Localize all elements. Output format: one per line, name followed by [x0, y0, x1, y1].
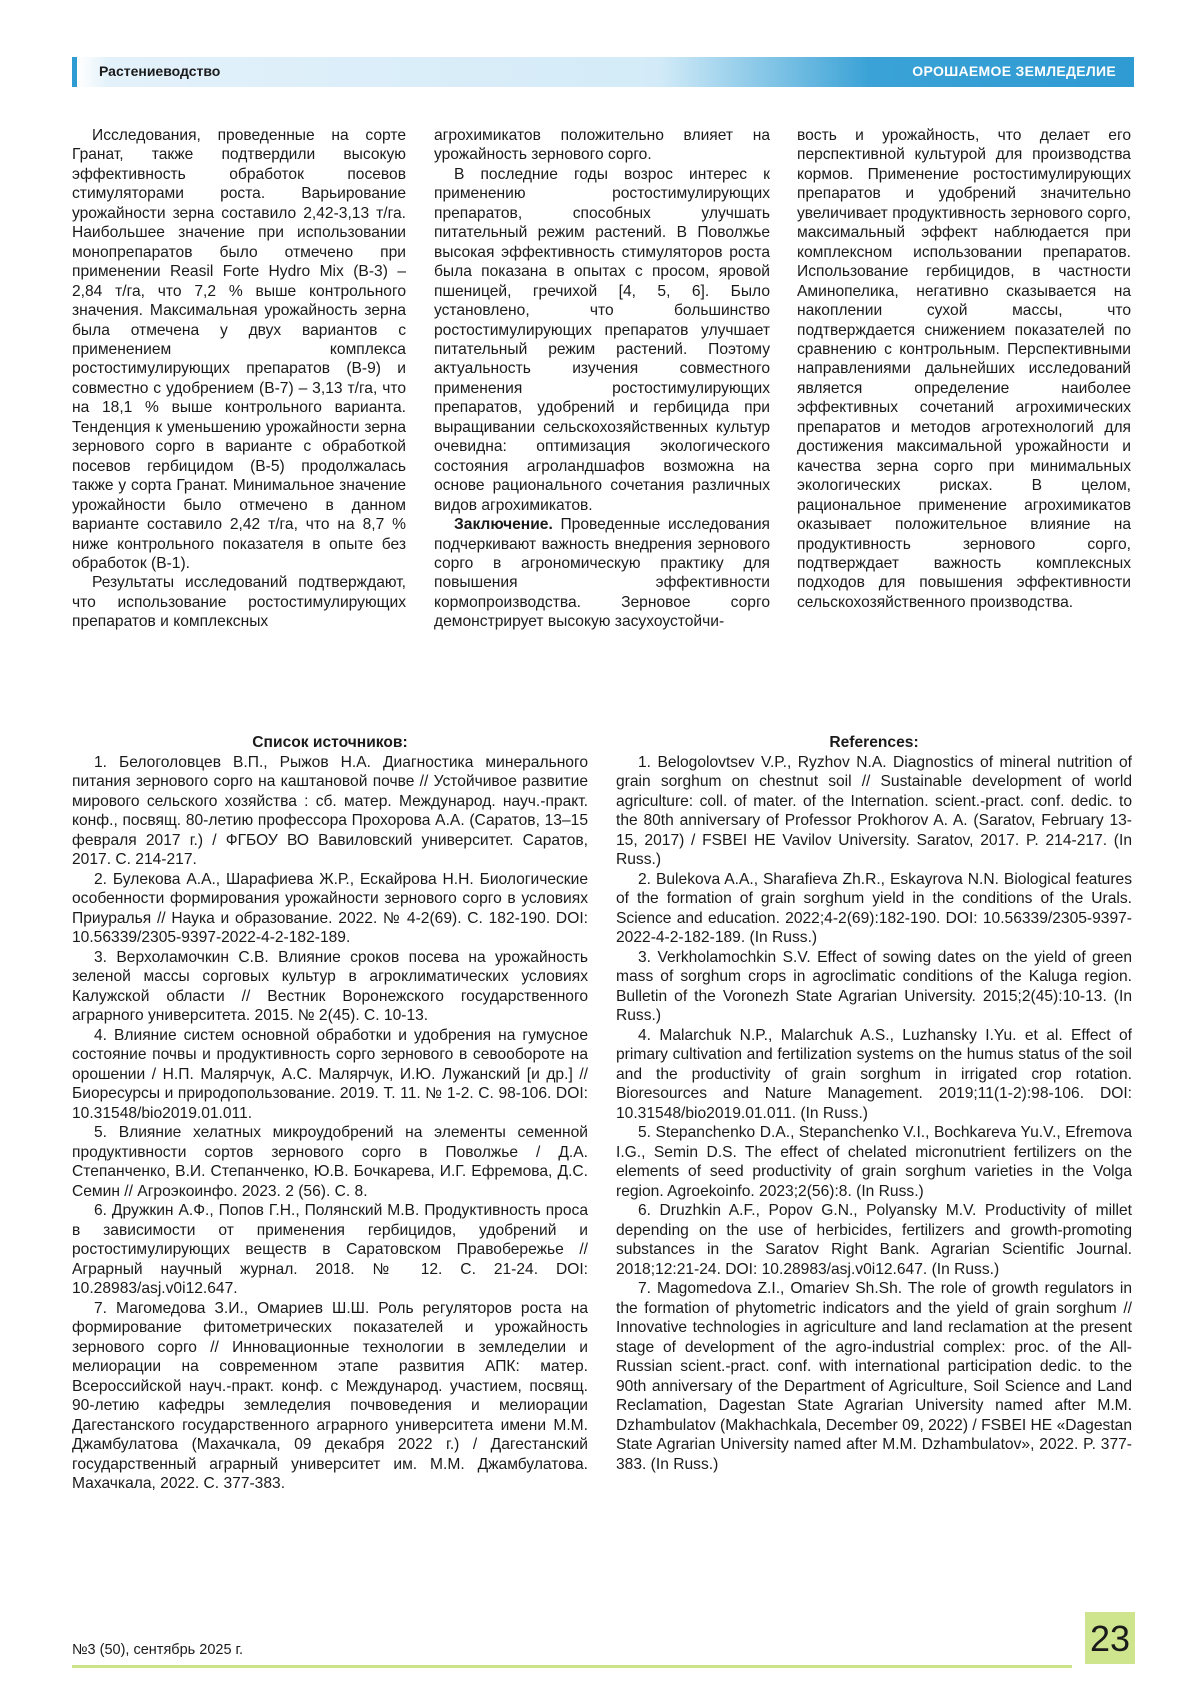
conclusion-label: Заключение.	[454, 516, 553, 534]
reference-item: 7. Магомедова З.И., Омариев Ш.Ш. Роль регуляторов роста на формирование фитометрических показателей и урожайность зернового сорго // Инновационные технологии в земледелии и мелиорации на современном этапе развития АПК: матер. Всероссийской науч.-практ. конф. с Международ. участием, посвящ. 90-летию кафедры земледелия почвоведения и мелиорации Дагестанского государственного аграрного университета имени М.М. Джамбулатова (Махачкала, 09 декабря 2022 г.) / Дагестанский государственный аграрный университет им. М.М. Джамбулатова. Махачкала, 2022. С. 377-383.	[72, 1299, 588, 1492]
page-number-box	[1085, 1612, 1135, 1664]
reference-item: 3. Verkholamochkin S.V. Effect of sowing dates on the yield of green mass of sorghum crops in agroclimatic conditions of the Kaluga region. Bulletin of the Voronezh State Agrarian University. 2015;2(45):10-13. (In Russ.)	[616, 948, 1132, 1024]
paragraph: Результаты исследований подтверждают, что использование ростостимулирующих препаратов и комплексных	[72, 574, 406, 631]
reference-item: 2. Bulekova A.A., Sharafieva Zh.R., Eskayrova N.N. Biological features of the formation of grain sorghum yield in the conditions of the Urals. Science and education. 2022;4-2(69):182-190. DOI: 10.56339/2305-9397-2022-4-2-182-189. (In Russ.)	[616, 870, 1132, 946]
references-english	[616, 733, 1132, 1474]
reference-item: 4. Влияние систем основной обработки и удобрения на гумусное состояние почвы и продуктивность сорго зернового в севообороте на орошении / Н.П. Малярчук, А.С. Малярчук, И.Ю. Лужанский [и др.] // Биоресурсы и природопользование. 2019. Т. 11. № 1-2. С. 98-106. DOI: 10.31548/bio2019.01.011.	[72, 1026, 588, 1122]
body-column-1	[72, 126, 406, 632]
reference-item: 1. Белоголовцев В.П., Рыжов Н.А. Диагностика минерального питания зернового сорго на каштановой почве // Устойчивое развитие мирового сельского хозяйства : сб. матер. Международ. науч.-практ. конф., посвящ. 80-летию профессора Прохорова А.А. (Саратов, 13–15 февраля 2017 г.) / ФГБОУ ВО Вавиловский университет. Саратов, 2017. С. 214-217.	[72, 753, 588, 868]
running-header	[72, 57, 1134, 87]
footer-rule	[72, 1665, 1072, 1668]
reference-item: 5. Stepanchenko D.A., Stepanchenko V.I., Bochkareva Yu.V., Efremova I.G., Semin D.S. The effect of chelated micronutrient fertilizers on the elements of seed productivity of grain sorghum varieties in the Volga region. Agroekoinfo. 2023;2(56):8. (In Russ.)	[616, 1124, 1132, 1200]
paragraph: агрохимикатов положительно влияет на урожайность зернового сорго.	[434, 127, 770, 164]
body-column-2	[434, 126, 770, 632]
issue-info: №3 (50), сентябрь 2025 г.	[72, 1642, 244, 1658]
reference-item: 7. Magomedova Z.I., Omariev Sh.Sh. The role of growth regulators in the formation of phytometric indicators and the yield of grain sorghum // Innovative technologies in agriculture and land reclamation at the present stage of development of the agro-industrial complex: proc. of the All-Russian scient.-pract. conf. with international participation dedic. to the 90th anniversary of the Department of Agriculture, Soil Science and Land Reclamation, Dagestan State Agrarian University named after M.M. Dzhambulatov (Makhachkala, December 09, 2022) / FSBEI HE «Dagestan State Agrarian University named after M.M. Dzhambulatov», 2022. P. 377-383. (In Russ.)	[616, 1280, 1132, 1473]
journal-title: ОРОШАЕМОЕ ЗЕМЛЕДЕЛИЕ	[912, 63, 1116, 79]
paragraph: Исследования, проведенные на сорте Гранат, также подтвердили высокую эффективность обработок посевов стимуляторами роста. Варьирование урожайности зерна составило 2,42-3,13 т/га. Наибольшее значение при использовании монопрепаратов было отмечено при применении Reasil Forte Hydro Mix (В-3) – 2,84 т/га, что 7,2 % выше контрольного значения. Максимальная урожайность зерна была отмечена у двух вариантов с применением комплекса ростостимулирующих препаратов (В-9) и совместно с удобрением (В-7) – 3,13 т/га, что на 18,1 % выше контрольного варианта. Тенденция к уменьшению урожайности зерна зернового сорго в варианте с обработкой посевов гербицидом (В-5) продолжалась также у сорта Гранат. Минимальное значение урожайности было отмечено в данном варианте составило 2,42 т/га, что на 8,7 % ниже контрольного показателя в опыте без обработок (В-1).	[72, 127, 406, 572]
references-en-title: References:	[829, 734, 919, 751]
reference-item: 5. Влияние хелатных микроудобрений на элементы семенной продуктивности сортов зернового сорго в Поволжье / Д.А. Степанченко, В.И. Степанченко, Ю.В. Бочкарева, И.Г. Ефремова, Д.С. Семин // Агроэкоинфо. 2023. 2 (56). С. 8.	[72, 1124, 588, 1200]
reference-item: 3. Верхоламочкин С.В. Влияние сроков посева на урожайность зеленой массы сорговых культур в агроклиматических условиях Калужской области // Вестник Воронежского государственного аграрного университета. 2015. № 2(45). С. 10-13.	[72, 948, 588, 1024]
reference-item: 6. Дружкин А.Ф., Попов Г.Н., Полянский М.В. Продуктивность проса в зависимости от применения гербицидов, удобрений и ростостимулирующих веществ в Саратовском Правобережье // Аграрный научный журнал. 2018. № 12. С. 21-24. DOI: 10.28983/asj.v0i12.647.	[72, 1202, 588, 1297]
references-russian	[72, 733, 588, 1494]
reference-item: 2. Булекова А.А., Шарафиева Ж.Р., Ескайрова Н.Н. Биологические особенности формирования урожайности зернового сорго в условиях Приуралья // Наука и образование. 2022. № 4-2(69). С. 182-190. DOI: 10.56339/2305-9397-2022-4-2-182-189.	[72, 870, 588, 946]
reference-item: 4. Malarchuk N.P., Malarchuk A.S., Luzhansky I.Yu. et al. Effect of primary cultivation and fertilization systems on the humus status of the soil and the productivity of grain sorghum in irrigated crop rotation. Bioresources and Nature Management. 2019;11(1-2):98-106. DOI: 10.31548/bio2019.01.011. (In Russ.)	[616, 1026, 1132, 1122]
paragraph: вость и урожайность, что делает его перспективной культурой для производства кормов. Применение ростостимулирующих препаратов и удобрений значительно увеличивает продуктивность зернового сорго, максимальный эффект наблюдается при комплексном использовании препаратов. Использование гербицидов, в частности Аминопелика, негативно сказывается на накоплении сухой массы, что подтверждается снижением показателей по сравнению с контрольным. Перспективными направлениями дальнейших исследований является определение наиболее эффективных сочетаний агрохимических препаратов и методов агротехнологий для достижения максимальной урожайности и качества зерна сорго при минимальных экологических рисках. В целом, рациональное применение агрохимикатов оказывает положительное влияние на продуктивность зернового сорго, подтверждает важность комплексных подходов для повышения эффективности сельскохозяйственного производства.	[797, 127, 1131, 611]
conclusion-text: Проведенные исследования подчеркивают важность внедрения зернового сорго в агрономическую практику для повышения эффективности кормопроизводства. Зерновое сорго демонстрирует высокую засухоустойчи-	[434, 516, 770, 631]
section-title: Растениеводство	[99, 63, 221, 79]
page-number: 23	[1089, 1618, 1131, 1659]
body-column-3	[797, 126, 1131, 612]
conclusion-paragraph	[434, 515, 770, 632]
references-ru-title: Список источников:	[252, 734, 408, 751]
paragraph: В последние годы возрос интерес к применению ростостимулирующих препаратов, способных улучшать питательный режим растений. В Поволжье высокая эффективность стимуляторов роста была показана в опытах с просом, яровой пшеницей, гречихой [4, 5, 6]. Было установлено, что большинство ростостимулирующих препаратов улучшает питательный режим растений. Поэтому актуальность изучения совместного применения ростостимулирующих препаратов, удобрений и гербицида при выращивании сельскохозяйственных культур очевидна: оптимизация экологического состояния агроландшафов возможна на основе рационального сочетания различных видов агрохимикатов.	[434, 165, 770, 514]
reference-item: 6. Druzhkin A.F., Popov G.N., Polyansky M.V. Productivity of millet depending on the use of herbicides, fertilizers and growth-promoting substances in the Saratov Right Bank. Agrarian Scientific Journal. 2018;12:21-24. DOI: 10.28983/asj.v0i12.647. (In Russ.)	[616, 1202, 1132, 1278]
reference-item: 1. Belogolovtsev V.P., Ryzhov N.A. Diagnostics of mineral nutrition of grain sorghum on chestnut soil // Sustainable development of world agriculture: coll. of mater. of the Internation. scient.-pract. conf. dedic. to the 80th anniversary of Professor Prokhorov A. A. (Saratov, February 13-15, 2017) / FSBEI HE Vavilov University. Saratov, 2017. P. 214-217. (In Russ.)	[616, 753, 1132, 868]
